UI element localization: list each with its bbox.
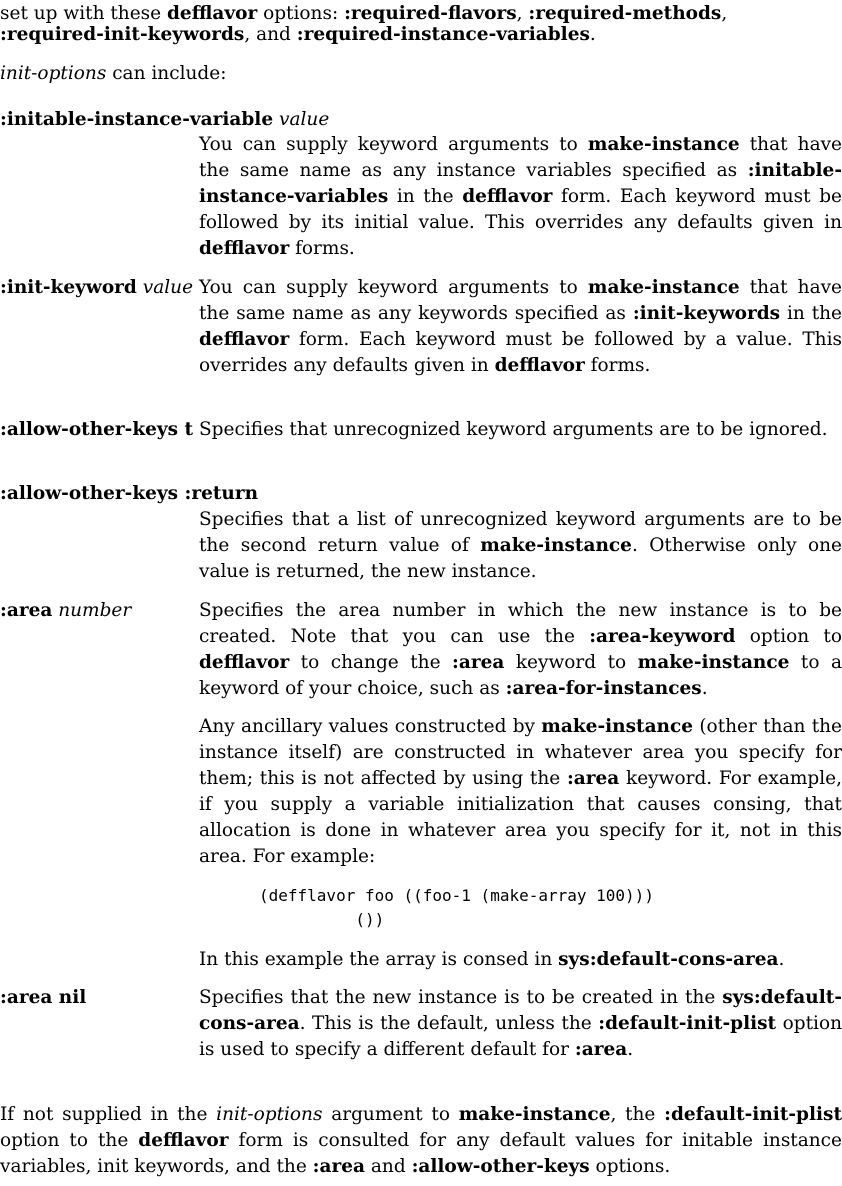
closing-text: options.	[589, 1156, 671, 1177]
desc-text: Specifies that the new instance is to be created in the	[199, 987, 723, 1008]
closing-text: , the	[610, 1104, 665, 1125]
keyword-defflavor: defflavor	[167, 3, 258, 24]
keyword-required-init-keywords: :required-init-keywords	[0, 24, 245, 45]
keyword-required-methods: :required-methods	[528, 3, 722, 24]
intro-text: options:	[257, 3, 345, 24]
desc-area-nil	[199, 985, 842, 1063]
desc-text: You can supply keyword arguments to	[199, 134, 588, 155]
keyword-required-flavors: :required-flavors	[344, 3, 517, 24]
desc-initable-instance-variable	[199, 132, 842, 262]
desc-area-example-note	[199, 947, 842, 973]
keyword-area: :area	[452, 652, 505, 673]
keyword-area: :area	[566, 768, 620, 789]
intro-text: set up with these	[0, 3, 167, 24]
keyword-sys-default-cons-area: sys:default-cons-area	[199, 987, 842, 1034]
desc-area-number	[199, 598, 842, 702]
desc-area-ancillary	[199, 714, 842, 870]
term-argument: value	[279, 109, 330, 130]
desc-text: forms.	[289, 238, 355, 259]
intro-text: .	[589, 24, 596, 45]
closing-text: If not supplied in the	[0, 1104, 217, 1125]
desc-text: that have the same name as any keywords specified as	[199, 277, 842, 324]
desc-text: (other than the instance itself) are constructed in whatever area you specify for them; this is not affected by using the	[199, 716, 842, 789]
desc-text: Specifies the area number in which the new instance is to be created. Note that you can use the	[199, 600, 842, 647]
desc-text: to change the	[289, 652, 453, 673]
keyword-default-init-plist: :default-init-plist	[598, 1013, 777, 1034]
init-options-heading	[0, 61, 842, 87]
keyword-area-keyword: :area-keyword	[589, 626, 736, 647]
keyword-make-instance: make-instance	[458, 1104, 611, 1125]
term-keyword: :area nil	[0, 987, 87, 1008]
term-keyword: :allow-other-keys :return	[0, 483, 259, 504]
term-keyword: :init-keyword	[0, 277, 137, 298]
intro-text: , and	[244, 24, 297, 45]
keyword-sys-default-cons-area: sys:default-cons-area	[558, 949, 779, 970]
keyword-defflavor: defflavor	[199, 238, 290, 259]
keyword-init-keywords: :init-keywords	[632, 303, 781, 324]
term-allow-other-keys-return	[0, 481, 258, 507]
desc-text: Specifies that unrecognized keyword arguments are to be ignored.	[199, 419, 828, 440]
desc-text: .	[701, 678, 708, 699]
term-argument: number	[58, 600, 132, 621]
intro-text: ,	[721, 3, 728, 24]
keyword-make-instance: make-instance	[541, 716, 694, 737]
keyword-defflavor: defflavor	[462, 186, 553, 207]
desc-text: form. Each keyword must be followed by a value. This overrides any defaults given in	[199, 329, 842, 376]
desc-text: in the	[780, 303, 842, 324]
keyword-defflavor: defflavor	[138, 1130, 229, 1151]
desc-text: keyword to	[504, 652, 638, 673]
desc-text: .	[778, 949, 785, 970]
code-example	[259, 884, 654, 932]
term-allow-other-keys-t	[0, 417, 193, 443]
keyword-allow-other-keys: :allow-other-keys	[411, 1156, 590, 1177]
keyword-defflavor: defflavor	[494, 355, 585, 376]
intro-text: ,	[516, 3, 529, 24]
code-line: ())	[259, 910, 385, 929]
keyword-make-instance: make-instance	[480, 535, 632, 556]
desc-text: that have the same name as any instance variables specified as	[199, 134, 842, 181]
keyword-make-instance: make-instance	[587, 134, 740, 155]
desc-text: You can supply keyword arguments to	[199, 277, 588, 298]
desc-text: Specifies that a list of unrecognized keyword arguments are to be the second return value of	[199, 509, 842, 556]
term-initable-instance-variable	[0, 107, 329, 133]
init-options-term: init-options	[216, 1104, 323, 1125]
term-init-keyword	[0, 275, 193, 301]
desc-text: keyword. For example, if you supply a variable initialization that causes consing, that allocation is done in whatever area you specify for it, not in this area. For example:	[199, 768, 842, 867]
code-line: (defflavor foo ((foo-1 (make-array 100)))	[259, 886, 654, 905]
term-area-nil	[0, 985, 86, 1011]
init-options-term: init-options	[0, 63, 107, 84]
keyword-defflavor: defflavor	[199, 652, 290, 673]
keyword-area: :area	[312, 1156, 365, 1177]
desc-text: form. Each keyword must be followed by its initial value. This overrides any defaults given in	[199, 186, 842, 233]
desc-text: option is used to specify a different default for	[199, 1013, 842, 1060]
keyword-initable-instance-variables: :initable-instance-variables	[199, 160, 842, 207]
desc-text: .	[627, 1039, 634, 1060]
term-keyword: :allow-other-keys t	[0, 419, 194, 440]
closing-paragraph	[0, 1102, 842, 1180]
keyword-area-for-instances: :area-for-instances	[505, 678, 702, 699]
desc-allow-other-keys-return	[199, 507, 842, 585]
term-keyword: :area	[0, 600, 53, 621]
desc-init-keyword	[199, 275, 842, 379]
desc-text: in the	[388, 186, 463, 207]
term-keyword: :initable-instance-variable	[0, 109, 274, 130]
keyword-defflavor: defflavor	[199, 329, 290, 350]
intro-line-2	[0, 22, 842, 48]
desc-text: . This is the default, unless the	[299, 1013, 599, 1034]
desc-text: In this example the array is consed in	[199, 949, 559, 970]
closing-text: argument to	[322, 1104, 459, 1125]
keyword-default-init-plist: :default-init-plist	[664, 1104, 842, 1125]
term-argument: value	[142, 277, 194, 298]
desc-text: option to	[735, 626, 842, 647]
closing-text: option to the	[0, 1130, 139, 1151]
intro-text: can include:	[106, 63, 227, 84]
desc-text: . Otherwise only one value is returned, the new instance.	[199, 535, 842, 582]
keyword-required-instance-variables: :required-instance-variables	[296, 24, 590, 45]
keyword-area: :area	[574, 1039, 628, 1060]
keyword-make-instance: make-instance	[587, 277, 740, 298]
desc-text: to a keyword of your choice, such as	[199, 652, 842, 699]
desc-allow-other-keys-t	[199, 417, 842, 443]
desc-text: forms.	[584, 355, 651, 376]
term-area-number	[0, 598, 131, 624]
closing-text: form is consulted for any default values for initable instance variables, init keywords, and the	[0, 1130, 842, 1177]
closing-text: and	[365, 1156, 412, 1177]
keyword-make-instance: make-instance	[637, 652, 790, 673]
desc-text: Any ancillary values constructed by	[199, 716, 542, 737]
